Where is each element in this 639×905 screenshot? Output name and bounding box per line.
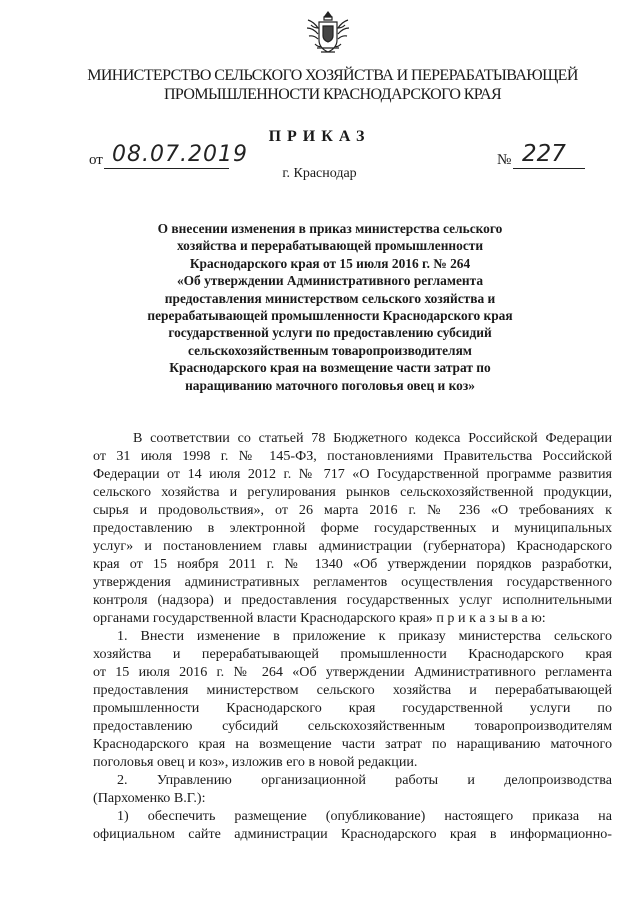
body-line: от 31 июля 1998 г. № 145-ФЗ, постановлениями Правительства Российской — [93, 448, 612, 464]
title-line: сельскохозяйственным товаропроизводителям — [188, 342, 472, 358]
body-line: 1. Внести изменение в приложение к приказу министерства сельского — [117, 628, 612, 644]
body-line: Федерации от 14 июля 2012 г. № 717 «О Государственной программе развития — [93, 466, 612, 482]
title-line: Краснодарского края на возмещение части затрат по — [169, 360, 491, 376]
body-line: сырья и продовольствия», от 26 марта 2016 г. № 236 «О требованиях к — [93, 502, 612, 518]
title-line: предоставления министерством сельского хозяйства и — [164, 290, 496, 306]
body-line: от 15 июля 2016 г. № 264 «Об утверждении Административного регламента — [93, 664, 612, 680]
order-date: 08.07.2019 — [112, 142, 248, 167]
ministry-name — [60, 66, 605, 104]
body-line: предоставлению субсидий сельскохозяйственным товаропроизводителям — [93, 718, 612, 734]
body-line: Краснодарского края на возмещение части затрат по наращиванию маточного — [93, 736, 612, 752]
title-line: наращиванию маточного поголовья овец и коз» — [185, 377, 475, 393]
body-line: 2. Управлению организационной работы и делопроизводства — [117, 772, 612, 788]
order-city: г. Краснодар — [282, 166, 357, 181]
order-title — [130, 220, 530, 394]
body-line: сельского хозяйства и регулирования рынков сельскохозяйственной продукции, — [93, 484, 612, 500]
body-line: органами государственной власти Краснодарского края» п р и к а з ы в а ю: — [93, 610, 546, 626]
order-heading: ПРИКАЗ — [268, 128, 371, 145]
ministry-name-line2: ПРОМЫШЛЕННОСТИ КРАСНОДАРСКОГО КРАЯ — [163, 86, 502, 103]
body-line: (Пархоменко В.Г.): — [93, 790, 206, 806]
body-line: контроля (надзора) и предоставления государственных услуг исполнительными — [93, 592, 612, 608]
title-line: Краснодарского края от 15 июля 2016 г. № 264 — [189, 255, 471, 271]
order-body — [93, 429, 612, 843]
title-line: О внесении изменения в приказ министерства сельского — [157, 221, 503, 236]
body-line: края от 15 ноября 2011 г. № 1340 «Об утверждении порядков разработки, — [93, 556, 612, 572]
title-line: перерабатывающей промышленности Краснодарского края — [147, 308, 513, 324]
date-from-label: от — [89, 152, 103, 168]
body-line: хозяйства и перерабатывающей промышленности Краснодарского края — [93, 646, 612, 662]
body-line: предоставлению в электронной форме государственных и муниципальных — [93, 520, 612, 536]
body-line: В соответствии со статьей 78 Бюджетного кодекса Российской Федерации — [133, 430, 612, 446]
body-line: поголовья овец и коз», изложив его в новой редакции. — [93, 754, 418, 770]
body-line: промышленности Краснодарского края государственной услуги по — [93, 700, 612, 716]
body-line: 1) обеспечить размещение (опубликование) настоящего приказа на — [117, 808, 612, 824]
order-number: 227 — [522, 141, 566, 167]
title-line: хозяйства и перерабатывающей промышленности — [176, 238, 484, 254]
body-line: услуг» и постановлением главы администрации (губернатора) Краснодарского — [93, 538, 612, 554]
body-line: официальном сайте администрации Краснодарского края в информационно- — [93, 826, 612, 842]
title-line: государственной услуги по предоставлению субсидий — [168, 325, 492, 341]
title-line: «Об утверждении Административного регламента — [176, 273, 484, 289]
ministry-name-line1: МИНИСТЕРСТВО СЕЛЬСКОГО ХОЗЯЙСТВА И ПЕРЕРАБАТЫВАЮЩЕЙ — [87, 67, 578, 84]
coat-of-arms-icon — [305, 8, 351, 58]
number-sign: № — [497, 152, 512, 168]
body-line: предоставления министерством сельского хозяйства и перерабатывающей — [93, 682, 612, 698]
body-line: утверждения административных регламентов осуществления государственного — [93, 574, 612, 590]
